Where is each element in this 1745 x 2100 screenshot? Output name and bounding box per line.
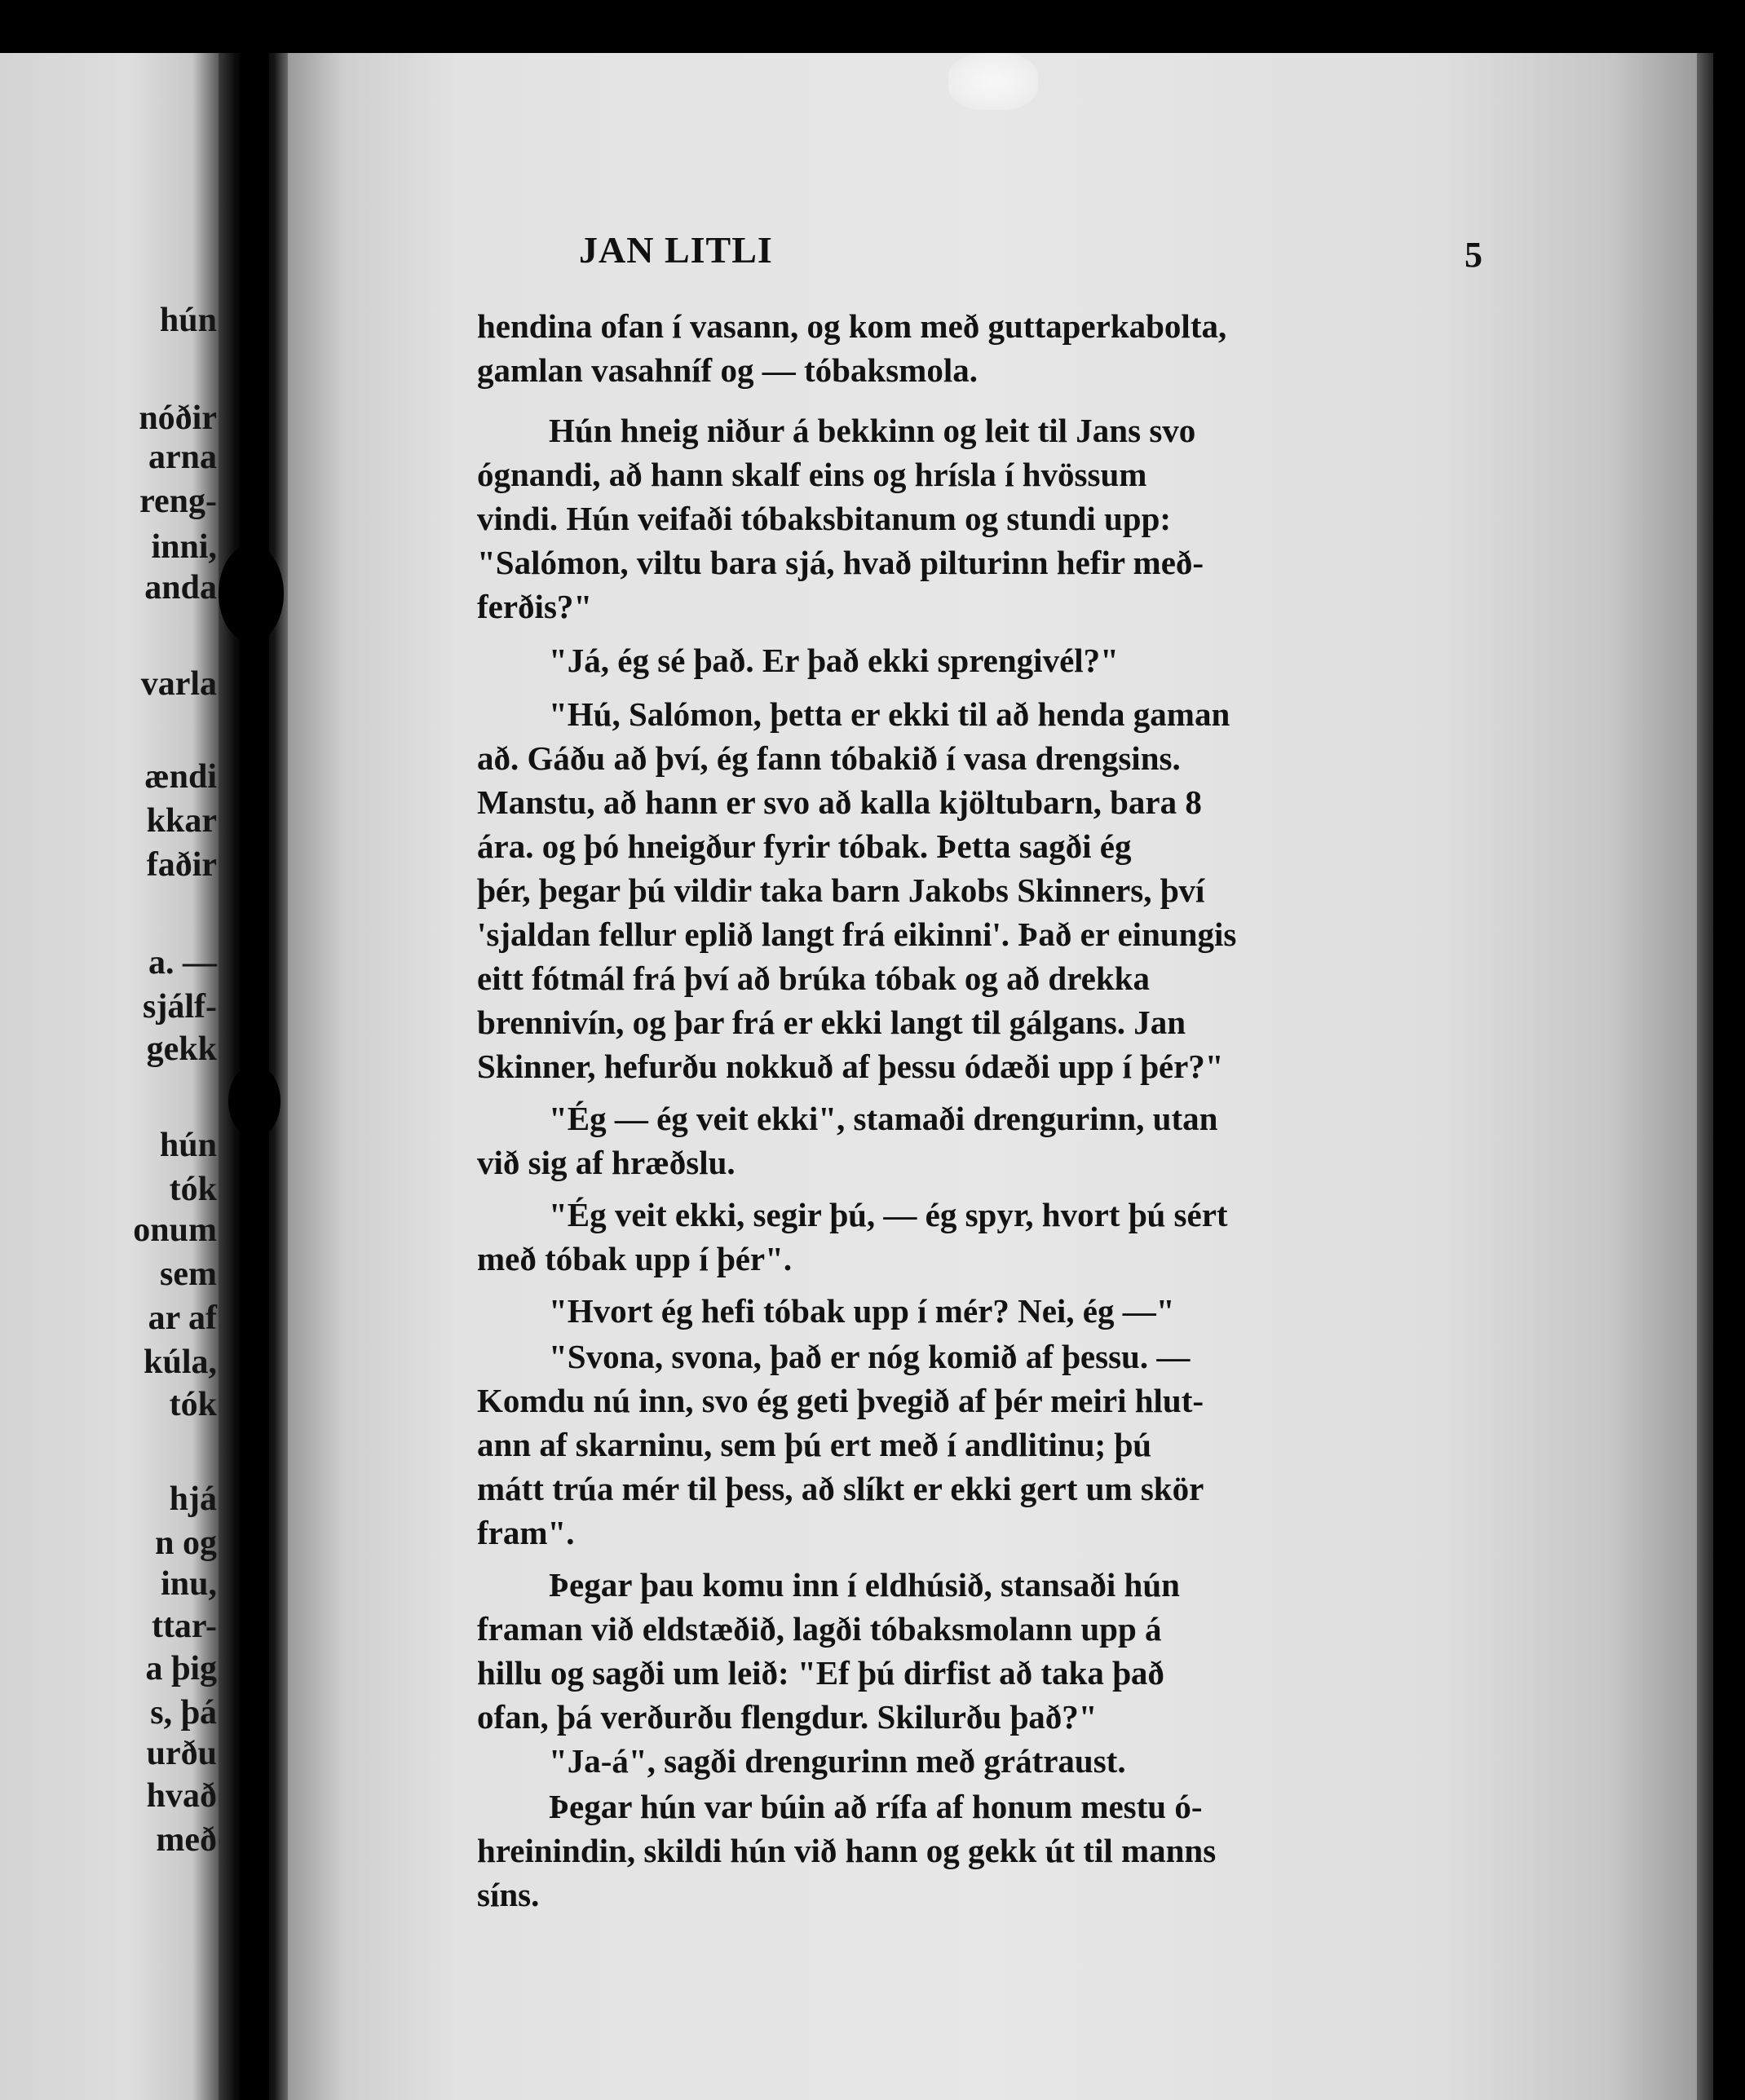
left-page-line: inu, [161,1565,217,1603]
text-line: Komdu nú inn, svo ég geti þvegið af þér meiri hlut- [477,1382,1204,1419]
running-head: JAN LITLI [579,229,773,271]
left-page-line: nóðir [139,399,217,437]
text-line: "Hvort ég hefi tóbak upp í mér? Nei, ég —" [549,1292,1175,1330]
text-line: "Ég — ég veit ekki", stamaði drengurinn, utan [549,1100,1218,1137]
left-page-line: faðir [146,846,217,884]
left-page-line: anda [144,569,217,607]
left-page-line: sem [160,1255,217,1293]
text-line: "Salómon, viltu bara sjá, hvað pilturinn hefir með- [477,544,1204,581]
text-line: Þegar hún var búin að rífa af honum mestu ó- [549,1788,1203,1825]
text-line: brennivín, og þar frá er ekki langt til gálgans. Jan [477,1004,1186,1041]
paper-smudge [948,53,1038,110]
left-page-line: með [156,1821,217,1859]
text-line: við sig af hræðslu. [477,1144,736,1181]
left-page-line: hún [159,1127,217,1164]
text-line: 'sjaldan fellur eplið langt frá eikinni'. Það er einungis [477,915,1237,953]
left-page-line: hún [159,302,217,339]
left-page-line: tók [169,1171,217,1208]
left-page-line: gekk [146,1030,217,1068]
text-line: "Ég veit ekki, segir þú, — ég spyr, hvort þú sért [549,1196,1228,1233]
left-page-line: hjá [169,1480,217,1518]
left-page-line: a þig [145,1650,217,1688]
binding-knot [219,545,284,642]
left-page-line: urðu [146,1735,217,1772]
left-page-line: kkar [146,802,217,840]
text-line: síns. [477,1876,540,1913]
text-line: ára. og þó hneigður fyrir tóbak. Þetta sagði ég [477,827,1132,865]
text-line: vindi. Hún veifaði tóbaksbitanum og stundi upp: [477,500,1172,537]
left-page [0,53,219,2100]
text-line: hendina ofan í vasann, og kom með guttaperkabolta, [477,307,1227,345]
page-edge [1697,53,1713,2100]
text-line: eitt fótmál frá því að brúka tóbak og að drekka [477,960,1150,997]
left-page-line: hvað [146,1777,217,1815]
left-page-text [0,53,217,2100]
text-line: mátt trúa mér til þess, að slíkt er ekki gert um skör [477,1470,1204,1507]
text-line: Hún hneig niður á bekkinn og leit til Jans svo [549,412,1196,449]
text-line: hillu og sagði um leið: "Ef þú dirfist að taka það [477,1654,1164,1692]
text-line: Skinner, hefurðu nokkuð af þessu ódæði upp í þér?" [477,1048,1224,1085]
left-page-line: onum [133,1211,217,1249]
text-line: gamlan vasahníf og — tóbaksmola. [477,351,978,389]
left-page-line: ændi [144,758,217,796]
left-page-line: kúla, [144,1343,217,1381]
text-line: "Já, ég sé það. Er það ekki sprengivél?" [549,642,1119,679]
binding-knot [228,1065,281,1138]
text-line: ógnandi, að hann skalf eins og hrísla í hvössum [477,456,1147,493]
page-number: 5 [1464,235,1482,275]
text-line: með tóbak upp í þér". [477,1240,793,1277]
left-page-line: arna [148,439,217,476]
text-line: framan við eldstæðið, lagði tóbaksmolann upp á [477,1610,1162,1648]
text-line: hreinindin, skildi hún við hann og gekk út til manns [477,1832,1217,1869]
text-line: "Ja-á", sagði drengurinn með grátraust. [549,1742,1126,1780]
text-line: ann af skarninu, sem þú ert með í andlitinu; þú [477,1426,1152,1463]
left-page-line: ttar- [151,1608,217,1645]
left-page-line: sjálf- [143,988,217,1026]
left-page-line: ar af [148,1299,217,1337]
text-line: fram". [477,1514,575,1551]
left-page-line: tók [169,1386,217,1423]
left-page-line: reng- [139,483,217,520]
text-line: "Hú, Salómon, þetta er ekki til að henda gaman [549,695,1230,733]
left-page-line: s, þá [150,1694,217,1732]
text-line: Manstu, að hann er svo að kalla kjöltubarn, bara 8 [477,783,1202,821]
text-line: ofan, þá verðurðu flengdur. Skilurðu það?" [477,1698,1098,1736]
left-page-line: a. — [148,944,217,982]
text-line: "Svona, svona, það er nóg komið af þessu. — [549,1338,1191,1375]
text-line: að. Gáðu að því, ég fann tóbakið í vasa drengsins. [477,739,1181,777]
left-page-line: n og [155,1524,217,1562]
text-line: þér, þegar þú vildir taka barn Jakobs Skinners, því [477,871,1205,909]
left-page-line: varla [140,665,217,703]
left-page-line: inni, [151,528,217,566]
text-line: ferðis?" [477,588,593,625]
text-line: Þegar þau komu inn í eldhúsið, stansaði hún [549,1566,1180,1604]
